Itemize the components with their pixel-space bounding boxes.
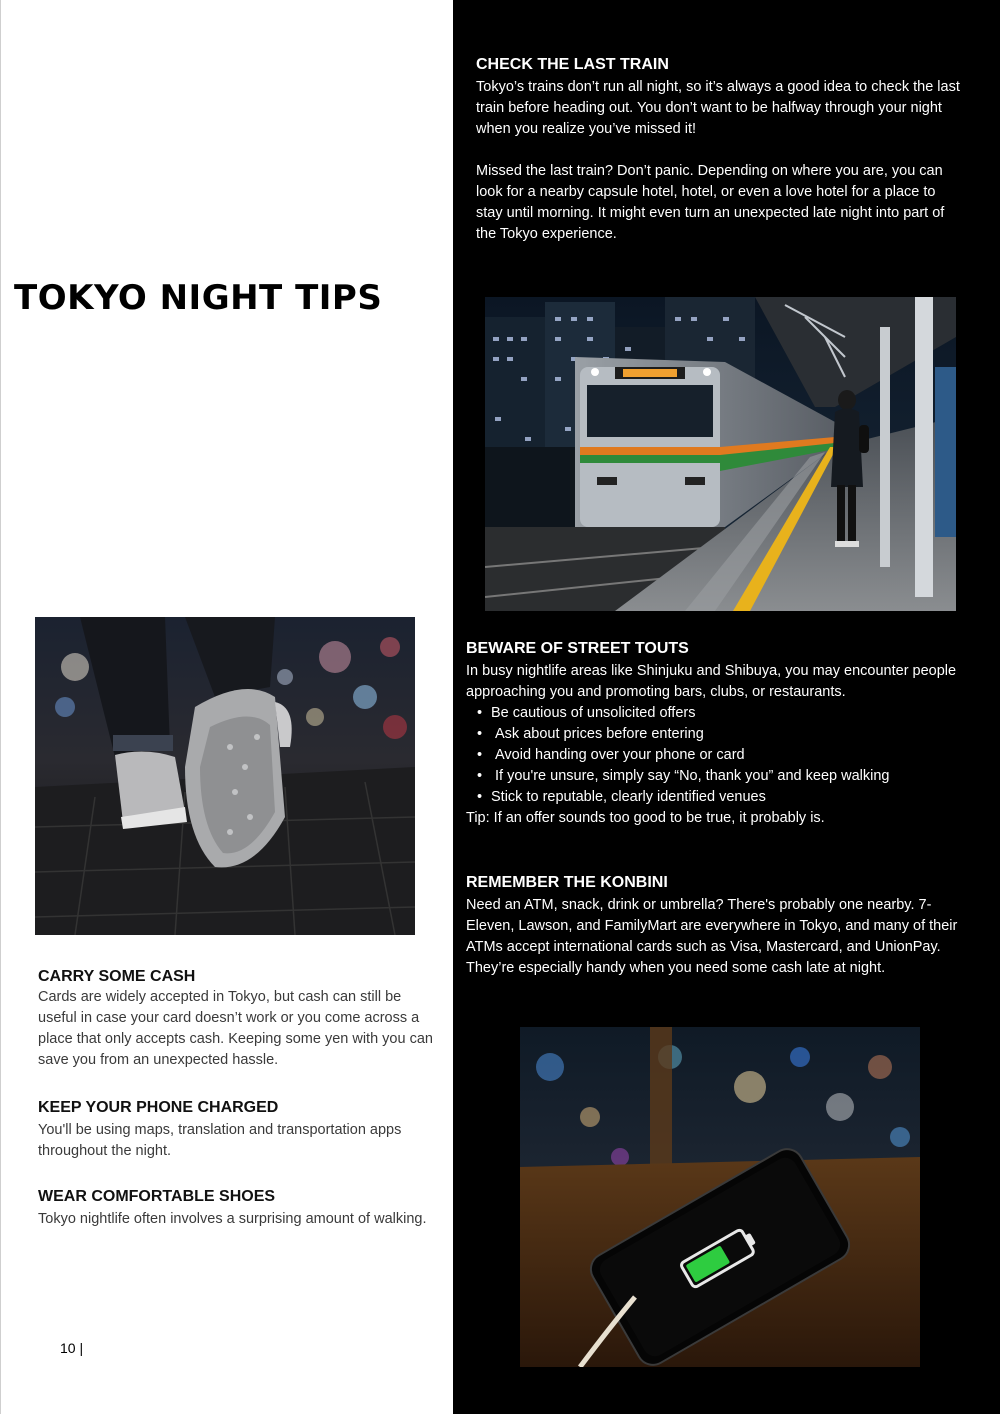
section-comfortable-shoes: [38, 1187, 438, 1230]
list-item: • Ask about prices before entering: [491, 724, 961, 745]
section-heading: CARRY SOME CASH: [38, 968, 196, 985]
section-heading: KEEP YOUR PHONE CHARGED: [38, 1099, 279, 1116]
page-number: 10 |: [60, 1340, 84, 1356]
section-paragraph: Tokyo’s trains don’t run all night, so it’s always a good idea to check the last train before heading out. You don’t want to be halfway through your night when you realize you’ve missed it!: [476, 79, 960, 137]
section-paragraph: Cards are widely accepted in Tokyo, but cash can still be useful in case your card doesn’t work or you come across a place that only accepts cash. Keeping some yen with you can save you from an unexpected hassle.: [38, 989, 433, 1068]
section-paragraph: Missed the last train? Don’t panic. Depending on where you are, you can look for a nearby capsule hotel, hotel, or even a love hotel for a place to stay until morning. It might even turn an unexpected late night into part of the Tokyo experience.: [476, 163, 945, 242]
page-title: TOKYO NIGHT TIPS: [14, 278, 383, 318]
section-heading: REMEMBER THE KONBINI: [466, 874, 668, 891]
section-paragraph: You'll be using maps, translation and transportation apps throughout the night.: [38, 1122, 402, 1159]
list-item: • Avoid handing over your phone or card: [491, 745, 961, 766]
charging-phone-photo: [520, 1027, 920, 1367]
section-heading: WEAR COMFORTABLE SHOES: [38, 1188, 276, 1205]
section-street-touts: [466, 639, 961, 829]
section-phone-charged: [38, 1098, 438, 1162]
walking-shoes-photo: [35, 617, 415, 935]
section-last-train: [476, 55, 961, 245]
section-paragraph: Tokyo nightlife often involves a surprising amount of walking.: [38, 1211, 427, 1227]
section-carry-cash: [38, 967, 438, 1071]
section-heading: CHECK THE LAST TRAIN: [476, 56, 669, 73]
tip-text: Tip: If an offer sounds too good to be true, it probably is.: [466, 810, 825, 826]
bullet-list: [466, 703, 961, 808]
section-konbini: [466, 873, 961, 979]
list-item: • If you're unsure, simply say “No, thank you” and keep walking: [491, 766, 961, 787]
train-station-photo: [485, 297, 956, 611]
list-item: • Be cautious of unsolicited offers: [491, 703, 961, 724]
section-paragraph: Need an ATM, snack, drink or umbrella? There's probably one nearby. 7-Eleven, Lawson, and FamilyMart are everywhere in Tokyo, and many of their ATMs accept international cards such as Visa, Mastercard, and UnionPay. They’re especially handy when you need some cash late at night.: [466, 897, 958, 976]
section-paragraph: In busy nightlife areas like Shinjuku and Shibuya, you may encounter people approaching you and promoting bars, clubs, or restaurants.: [466, 663, 957, 700]
section-heading: BEWARE OF STREET TOUTS: [466, 640, 689, 657]
page-border: [0, 0, 1, 1414]
list-item: • Stick to reputable, clearly identified venues: [491, 787, 961, 808]
